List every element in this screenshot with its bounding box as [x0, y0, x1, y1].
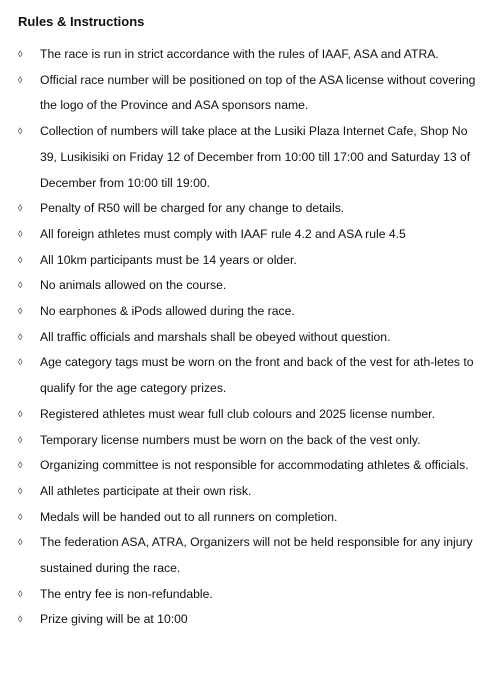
rule-text: Penalty of R50 will be charged for any change to details.: [40, 201, 345, 216]
rule-item: [18, 453, 476, 479]
rule-text: No animals allowed on the course.: [40, 278, 227, 293]
rule-item: [18, 325, 476, 351]
diamond-outline-icon: ◊: [18, 588, 23, 599]
diamond-outline-icon: ◊: [18, 408, 23, 419]
rule-item: [18, 196, 476, 222]
rule-text: Temporary license numbers must be worn on the back of the vest only.: [40, 432, 421, 447]
rule-item: [18, 607, 476, 633]
rule-item: [18, 402, 476, 428]
rule-item: [18, 299, 476, 325]
diamond-outline-icon: ◊: [18, 49, 23, 59]
rule-text: Prize giving will be at 10:00: [40, 612, 188, 627]
diamond-outline-icon: ◊: [18, 511, 23, 522]
diamond-outline-icon: ◊: [18, 485, 23, 496]
rule-text: The race is run in strict accordance with the rules of IAAF, ASA and ATRA.: [40, 47, 439, 61]
diamond-outline-icon: ◊: [18, 306, 23, 317]
rule-item: [18, 273, 476, 299]
rule-item: [18, 428, 476, 454]
rule-item: [18, 505, 476, 531]
rule-text: Medals will be handed out to all runners on completion.: [40, 509, 338, 524]
diamond-outline-icon: ◊: [18, 537, 23, 548]
rule-text: Collection of numbers will take place at the Lusiki Plaza Internet Cafe, Shop No 39, Lusikisiki on Friday 12 of December from 10:00 till 17:00 and Saturday 13 of December from 10:00 till 19:00.: [40, 124, 471, 190]
rules-list: [18, 42, 476, 633]
rule-text: Organizing committee is not responsible for accommodating athletes & officials.: [40, 458, 469, 473]
diamond-outline-icon: ◊: [18, 254, 23, 265]
rule-text: Registered athletes must wear full club colours and 2025 license number.: [40, 406, 435, 421]
rule-text: All traffic officials and marshals shall be obeyed without question.: [40, 329, 391, 344]
rule-text: Official race number will be positioned on top of the ASA license without covering the logo of the Province and ASA sponsors name.: [40, 72, 476, 113]
diamond-outline-icon: ◊: [18, 280, 23, 291]
rule-item: [18, 530, 476, 581]
diamond-outline-icon: ◊: [18, 460, 23, 471]
rule-text: The federation ASA, ATRA, Organizers will not be held responsible for any injury sustained during the race.: [40, 535, 473, 576]
rule-text: All athletes participate at their own risk.: [40, 483, 252, 498]
rule-item: [18, 42, 476, 68]
rule-item: [18, 119, 476, 196]
rule-item: [18, 582, 476, 608]
diamond-outline-icon: ◊: [18, 331, 23, 342]
diamond-outline-icon: ◊: [18, 228, 23, 239]
rule-text: All foreign athletes must comply with IAAF rule 4.2 and ASA rule 4.5: [40, 226, 406, 241]
diamond-outline-icon: ◊: [18, 357, 23, 368]
rule-text: The entry fee is non-refundable.: [40, 586, 213, 601]
diamond-outline-icon: ◊: [18, 614, 23, 625]
diamond-outline-icon: ◊: [18, 74, 23, 85]
rule-item: [18, 479, 476, 505]
rule-item: [18, 350, 476, 401]
rule-text: No earphones & iPods allowed during the race.: [40, 304, 295, 319]
page-title: Rules & Instructions: [18, 14, 145, 29]
rule-text: Age category tags must be worn on the front and back of the vest for ath-letes to qualify for the age category prizes.: [40, 355, 474, 396]
diamond-outline-icon: ◊: [18, 126, 23, 137]
rule-item: [18, 222, 476, 248]
diamond-outline-icon: ◊: [18, 434, 23, 445]
rule-text: All 10km participants must be 14 years or older.: [40, 252, 297, 267]
diamond-outline-icon: ◊: [18, 203, 23, 214]
rule-item: [18, 68, 476, 119]
rule-item: [18, 248, 476, 274]
